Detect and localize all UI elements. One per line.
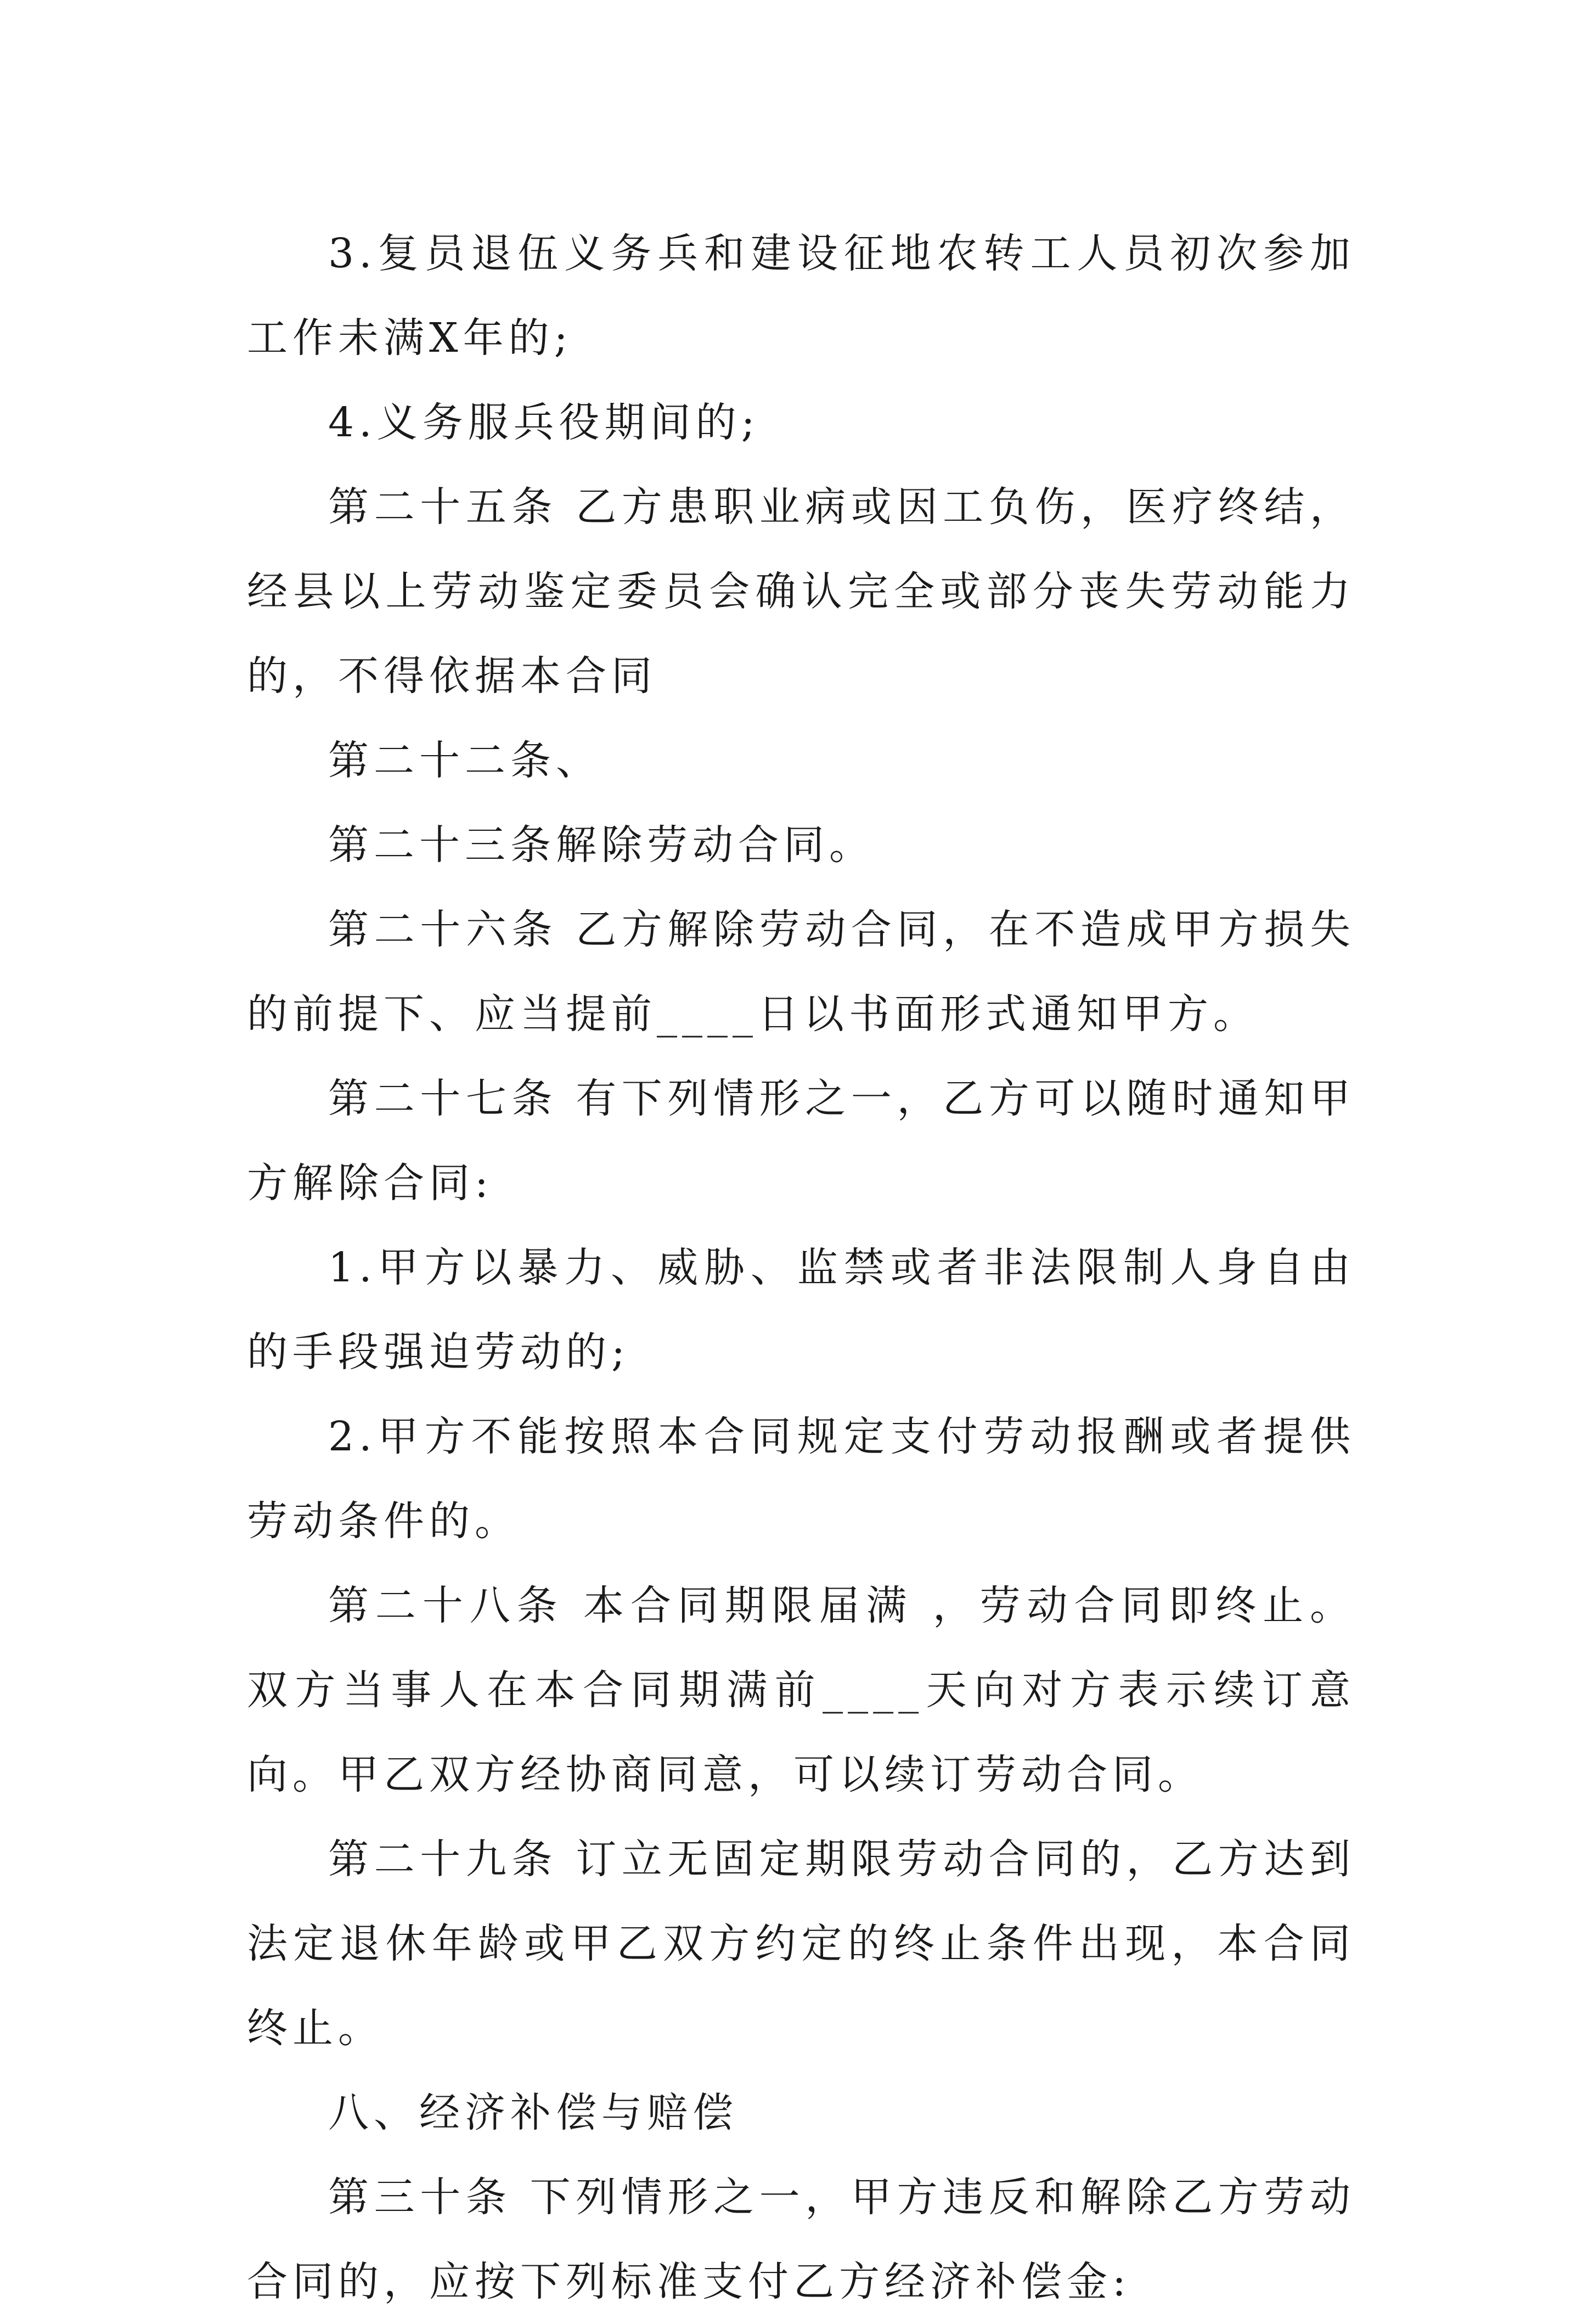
paragraph: 第二十九条 订立无固定期限劳动合同的，乙方达到法定退休年龄或甲乙双方约定的终止条件出现，本合同终止。	[247, 1836, 1355, 2052]
paragraph: 第二十七条 有下列情形之一，乙方可以随时通知甲方解除合同:	[247, 1075, 1355, 1207]
paragraph: 3.复员退伍义务兵和建设征地农转工人员初次参加工作未满X年的;	[247, 230, 1355, 362]
paragraph: 第二十三条解除劳动合同。	[328, 821, 875, 869]
paragraph: 第二十二条、	[328, 737, 601, 784]
paragraph: 4.义务服兵役期间的;	[328, 399, 760, 446]
paragraph: 第二十八条 本合同期限届满 ，劳动合同即终止。双方当事人在本合同期满前____天向对方表示续订意向。甲乙双方经协商同意，可以续订劳动合同。	[247, 1582, 1355, 1798]
paragraph: 第二十五条 乙方患职业病或因工负伤，医疗终结，经县以上劳动鉴定委员会确认完全或部分丧失劳动能力的，不得依据本合同	[247, 483, 1355, 700]
paragraph: 1.甲方以暴力、威胁、监禁或者非法限制人身自由的手段强迫劳动的;	[247, 1244, 1355, 1376]
document-body	[247, 211, 1355, 2324]
paragraph: 第二十六条 乙方解除劳动合同，在不造成甲方损失的前提下、应当提前____日以书面形式通知甲方。	[247, 906, 1355, 1038]
section-heading: 八、经济补偿与赔偿	[328, 2089, 738, 2136]
paragraph: 2.甲方不能按照本合同规定支付劳动报酬或者提供劳动条件的。	[247, 1413, 1355, 1545]
paragraph: 第三十条 下列情形之一，甲方违反和解除乙方劳动合同的，应按下列标准支付乙方经济补偿金:	[247, 2174, 1355, 2305]
